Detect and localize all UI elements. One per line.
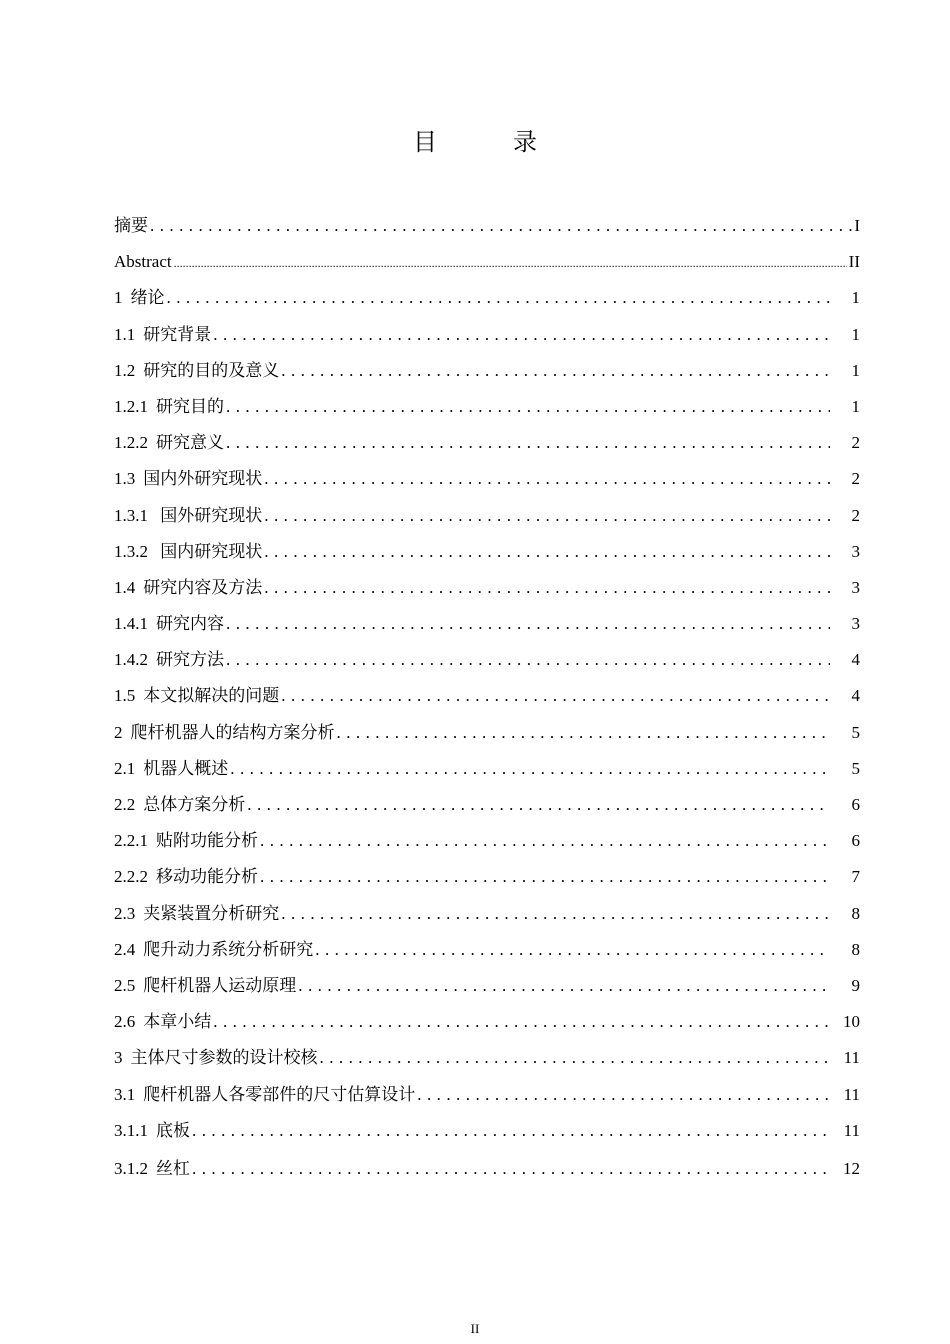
- toc-page-number: 12: [843, 1158, 860, 1178]
- toc-entry[interactable]: [114, 317, 860, 353]
- toc-section-number: 1.4: [114, 577, 136, 597]
- toc-entry-title: 摘要: [114, 216, 148, 235]
- toc-leader-dots: [264, 570, 830, 606]
- toc-entry[interactable]: [114, 534, 860, 570]
- toc-section-number: 1.2: [114, 360, 136, 380]
- toc-entry[interactable]: [114, 932, 860, 968]
- toc-page-number: 2: [851, 433, 860, 453]
- toc-section-number: 2: [114, 722, 123, 742]
- toc-leader-dots: [226, 606, 830, 642]
- toc-entry[interactable]: [114, 1077, 860, 1113]
- toc-page-number: 2: [851, 505, 860, 525]
- toc-section-number: 2.3: [114, 903, 136, 923]
- toc-page-number: 7: [851, 867, 860, 887]
- toc-entry-title: 底板: [156, 1120, 190, 1140]
- toc-entry-title: 国内研究现状: [156, 541, 263, 561]
- toc-leader-dots: [174, 244, 847, 281]
- toc-leader-dots: [298, 968, 830, 1004]
- toc-section-number: 1.3.2: [114, 541, 148, 561]
- toc-entry-title: 本章小结: [143, 1012, 212, 1032]
- toc-entry-title: 爬升动力系统分析研究: [143, 939, 314, 959]
- toc-entry-title: 主体尺寸参数的设计校核: [130, 1048, 318, 1068]
- toc-entry[interactable]: [114, 823, 860, 859]
- toc-leader-dots: [417, 1077, 830, 1113]
- toc-leader-dots: [247, 787, 830, 823]
- toc-entry[interactable]: [114, 678, 860, 714]
- toc-leader-dots: [260, 859, 830, 895]
- toc-section-number: 1.4.2: [114, 650, 148, 670]
- toc-entry[interactable]: [114, 715, 860, 751]
- toc-entry[interactable]: [114, 353, 860, 389]
- toc-entry[interactable]: [114, 498, 860, 534]
- toc-section-number: 3.1.1: [114, 1120, 148, 1140]
- toc-leader-dots: [192, 1113, 830, 1149]
- toc-page-number: 3: [851, 614, 860, 634]
- toc-page-number: 1: [851, 288, 860, 308]
- toc-entry-title: 国外研究现状: [156, 505, 263, 525]
- toc-page-number: 11: [843, 1048, 860, 1068]
- toc-section-number: 3.1.2: [114, 1158, 148, 1178]
- toc-leader-dots: [213, 317, 830, 353]
- toc-entry-title: 国内外研究现状: [143, 469, 263, 489]
- toc-section-number: 2.5: [114, 975, 136, 995]
- toc-page-number: 10: [843, 1012, 860, 1032]
- toc-leader-dots: [192, 1151, 830, 1187]
- toc-entry[interactable]: [114, 425, 860, 461]
- toc-page-number: 8: [851, 939, 860, 959]
- toc-entry[interactable]: [114, 859, 860, 895]
- toc-leader-dots: [337, 715, 831, 751]
- toc-entry-title: 研究目的: [156, 396, 224, 416]
- toc-leader-dots: [264, 534, 830, 570]
- toc-entry-title: 研究内容及方法: [143, 577, 263, 597]
- toc-leader-dots: [226, 389, 830, 425]
- toc-entry-title: 爬杆机器人各零部件的尺寸估算设计: [143, 1084, 416, 1104]
- toc-leader-dots: [315, 932, 830, 968]
- toc-entry[interactable]: [114, 968, 860, 1004]
- toc-section-number: 1.4.1: [114, 614, 148, 634]
- toc-section-number: 1.3: [114, 469, 136, 489]
- toc-entry-abstract-en[interactable]: [114, 244, 860, 280]
- toc-leader-dots: [281, 353, 830, 389]
- toc-section-number: 2.2.2: [114, 867, 148, 887]
- toc-leader-dots: [260, 823, 830, 859]
- toc-page-number: 5: [851, 722, 860, 742]
- toc-entry-title: 贴附功能分析: [156, 831, 258, 851]
- toc-leader-dots: [230, 751, 830, 787]
- toc-section-number: 3: [114, 1048, 123, 1068]
- toc-page-number: 5: [851, 758, 860, 778]
- toc-leader-dots: [264, 461, 830, 497]
- toc-leader-dots: [281, 896, 830, 932]
- toc-leader-dots: [226, 642, 830, 678]
- toc-entry[interactable]: [114, 461, 860, 497]
- toc-section-number: 1.3.1: [114, 505, 148, 525]
- toc-entry[interactable]: [114, 1113, 860, 1149]
- toc-entry[interactable]: [114, 1004, 860, 1040]
- toc-entry-title: 总体方案分析: [143, 795, 246, 814]
- toc-entry-title: 爬杆机器人运动原理: [143, 975, 297, 995]
- toc-entry-title: 机器人概述: [143, 758, 229, 778]
- toc-section-number: 1: [114, 288, 123, 308]
- toc-entry[interactable]: [114, 389, 860, 425]
- toc-page-number: 3: [851, 541, 860, 561]
- toc-entry-title: 夹紧装置分析研究: [143, 903, 280, 923]
- toc-section-number: 1.1: [114, 324, 136, 344]
- toc-entry[interactable]: [114, 787, 860, 823]
- toc-entry[interactable]: [114, 570, 860, 606]
- toc-leader-dots: [264, 498, 830, 534]
- toc-leader-dots: [167, 280, 831, 316]
- toc-entry-abstract-cn[interactable]: [114, 208, 860, 244]
- toc-section-number: 1.2.2: [114, 433, 148, 453]
- toc-leader-dots: [213, 1004, 830, 1040]
- toc-entry[interactable]: [114, 751, 860, 787]
- toc-page-number: 1: [851, 360, 860, 380]
- toc-entry-title: 移动功能分析: [156, 867, 258, 887]
- toc-page-number: 3: [851, 577, 860, 597]
- toc-entry[interactable]: [114, 280, 860, 316]
- toc-page-number: II: [848, 252, 860, 272]
- toc-entry[interactable]: [114, 1151, 860, 1187]
- toc-page-number: 11: [843, 1084, 860, 1104]
- toc-entry-title: 研究方法: [156, 650, 224, 670]
- toc-section-number: 1.5: [114, 686, 136, 706]
- toc-page-number: 8: [851, 903, 860, 923]
- toc-leader-dots: [226, 425, 830, 461]
- toc-entry-title: Abstract: [114, 252, 172, 272]
- toc-section-number: 2.2: [114, 795, 136, 814]
- toc-entry-title: 研究背景: [143, 324, 212, 344]
- toc-page-number: 4: [851, 650, 860, 670]
- toc-page-number: 4: [851, 686, 860, 706]
- toc-page-number: 2: [851, 469, 860, 489]
- toc-leader-dots: [320, 1040, 831, 1076]
- toc-entry[interactable]: [114, 1040, 860, 1076]
- toc-entry-title: 丝杠: [156, 1158, 190, 1178]
- toc-entry-title: 研究意义: [156, 433, 224, 453]
- table-of-contents: [114, 208, 860, 1187]
- toc-entry[interactable]: [114, 896, 860, 932]
- toc-section-number: 2.4: [114, 939, 136, 959]
- toc-page-number: 1: [851, 396, 860, 416]
- toc-entry[interactable]: [114, 606, 860, 642]
- toc-entry-title: 研究内容: [156, 614, 224, 634]
- page-number-footer: II: [470, 1321, 480, 1336]
- toc-page-number: 11: [843, 1120, 860, 1140]
- toc-page-number: I: [854, 216, 860, 235]
- toc-page-number: 6: [851, 795, 860, 814]
- toc-section-number: 2.6: [114, 1012, 136, 1032]
- toc-section-number: 3.1: [114, 1084, 136, 1104]
- toc-entry[interactable]: [114, 642, 860, 678]
- toc-entry-title: 本文拟解决的问题: [143, 686, 280, 706]
- toc-page-number: 9: [851, 975, 860, 995]
- toc-page-number: 1: [851, 324, 860, 344]
- toc-leader-dots: [150, 208, 852, 244]
- toc-leader-dots: [281, 678, 830, 714]
- toc-section-number: 1.2.1: [114, 396, 148, 416]
- toc-page-number: 6: [851, 831, 860, 851]
- toc-entry-title: 爬杆机器人的结构方案分析: [130, 722, 335, 742]
- toc-section-number: 2.1: [114, 758, 136, 778]
- toc-section-number: 2.2.1: [114, 831, 148, 851]
- toc-entry-title: 绪论: [130, 288, 165, 308]
- toc-entry-title: 研究的目的及意义: [143, 360, 280, 380]
- page-title: 目 录: [413, 128, 563, 156]
